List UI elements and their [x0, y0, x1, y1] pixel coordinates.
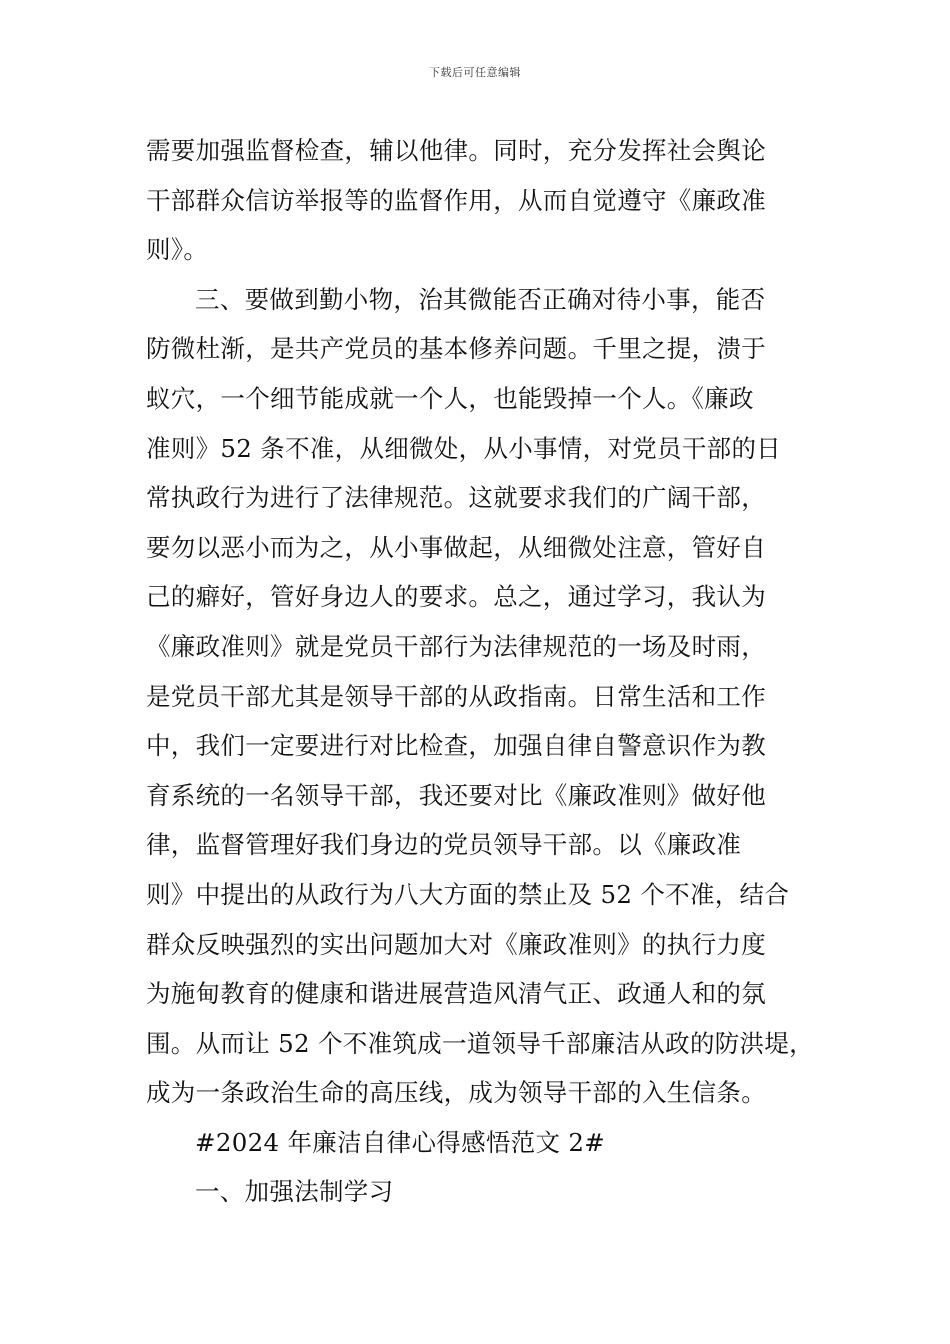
text-line: 群众反映强烈的实出问题加大对《廉政准则》的执行力度 — [146, 929, 766, 959]
text-line: 成为一条政治生命的高压线，成为领导干部的入生信条。 — [146, 1078, 766, 1108]
text-line: 蚁穴，一个细节能成就一个人，也能毁掉一个人。《廉政 — [146, 383, 754, 413]
text-line: 为施甸教育的健康和谐进展营造风清气正、政通人和的氛 — [146, 979, 766, 1009]
paragraph-start-line: 三、要做到勤小物，治其微能否正确对待小事，能否 — [195, 284, 766, 314]
text-line: 中，我们一定要进行对比检查，加强自律自警意识作为教 — [146, 731, 766, 761]
page-header: 下载后可任意编辑 — [429, 66, 521, 79]
section-heading: #2024 年廉洁自律心得感悟范文 2# — [195, 1127, 606, 1157]
text-line: 干部群众信访举报等的监督作用，从而自觉遵守《廉政准 — [146, 185, 766, 215]
text-line: 《廉政准则》就是党员干部行为法律规范的一场及时雨， — [146, 631, 766, 661]
text-line: 准则》52 条不准，从细微处，从小事情，对党员干部的日 — [146, 433, 782, 463]
text-line: 育系统的一名领导干部，我还要对比《廉政准则》做好他 — [146, 780, 766, 810]
text-line: 常执政行为进行了法律规范。这就要求我们的广阔干部， — [146, 483, 766, 513]
document-body — [146, 126, 836, 1217]
text-line: 己的癖好，管好身边人的要求。总之，通过学习，我认为 — [146, 582, 766, 612]
text-line: 需要加强监督检查，辅以他律。同时，充分发挥社会舆论 — [146, 136, 766, 165]
text-line: 则》中提出的从政行为八大方面的禁止及 52 个不准，结合 — [146, 879, 790, 909]
text-line: 要勿以恶小而为之，从小事做起，从细微处注意，管好自 — [146, 532, 766, 562]
text-line: 则》。 — [146, 235, 209, 265]
text-line: 律，监督管理好我们身边的党员领导干部。以《廉政准 — [146, 830, 742, 860]
text-line: 防微杜渐，是共产党员的基本修养问题。千里之提，溃于 — [146, 334, 766, 364]
text-line: 围。从而让 52 个不准筑成一道领导千部廉洁从政的防洪堤， — [146, 1028, 814, 1058]
text-line: 是党员干部尤其是领导干部的从政指南。日常生活和工作 — [146, 681, 766, 711]
subsection-heading: 一、加强法制学习 — [195, 1177, 394, 1207]
